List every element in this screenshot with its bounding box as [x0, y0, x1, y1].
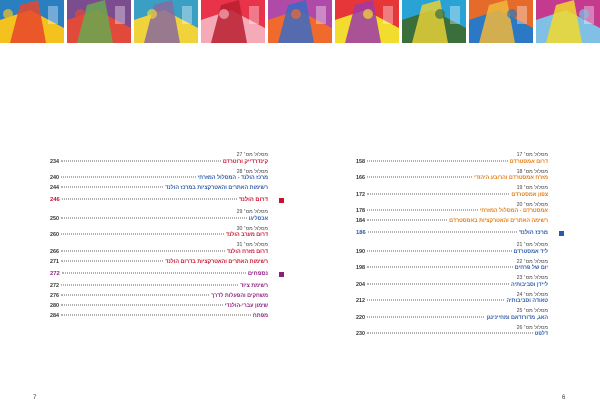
- toc-entry: [50, 226, 268, 240]
- dot-leader: [367, 300, 504, 301]
- entry-title[interactable]: דלפט: [534, 331, 548, 337]
- entry-title[interactable]: דרום הולנד: [238, 197, 268, 203]
- dot-leader: [61, 284, 238, 285]
- entry-title[interactable]: צפון אמסטרדם: [511, 191, 548, 198]
- route-label: מסלול מס׳ 24: [516, 291, 548, 298]
- section-marker: [279, 272, 284, 277]
- banner-tile-8: [469, 0, 533, 43]
- entry-page-number: 158: [356, 158, 365, 165]
- toc-entry: [356, 259, 548, 273]
- entry-title[interactable]: מפתח: [252, 312, 268, 319]
- toc-entry: [50, 293, 268, 300]
- route-label: מסלול מס׳ 22: [516, 258, 548, 265]
- toc-section: [50, 197, 268, 204]
- dot-leader: [368, 232, 517, 233]
- entry-page-number: 272: [50, 270, 60, 277]
- toc-entry: [356, 185, 548, 199]
- entry-title[interactable]: מרכז הולנד - המסלול המזרחי: [197, 175, 268, 181]
- dot-leader: [367, 267, 513, 268]
- dot-leader: [61, 160, 221, 161]
- entry-page-number: 250: [50, 215, 59, 222]
- dot-leader: [61, 217, 247, 218]
- route-label: מסלול מס׳ 17: [516, 152, 548, 158]
- entry-title[interactable]: טאודה וסביבותיה: [506, 298, 548, 304]
- route-label: מסלול מס׳ 23: [516, 275, 548, 281]
- entry-page-number: 244: [50, 185, 59, 191]
- entry-title[interactable]: דרום מערב הולנד: [225, 232, 268, 238]
- entry-title[interactable]: דרום אמסטרדם: [509, 158, 548, 165]
- toc-right-column: [356, 152, 548, 341]
- banner-tile-7: [402, 0, 466, 43]
- entry-page-number: 178: [356, 208, 365, 214]
- toc-entry: [356, 325, 548, 339]
- route-label: מסלול מס׳ 27: [236, 152, 268, 158]
- dot-leader: [367, 160, 508, 161]
- entry-page-number: 230: [356, 331, 365, 337]
- banner-tile-4: [201, 0, 265, 43]
- route-label: מסלול מס׳ 21: [516, 242, 548, 248]
- dot-leader: [61, 260, 163, 261]
- entry-page-number: 198: [356, 265, 365, 271]
- entry-page-number: 234: [50, 158, 59, 165]
- banner-tile-6: [335, 0, 399, 43]
- dot-leader: [367, 177, 472, 178]
- route-label: מסלול מס׳ 30: [236, 225, 268, 232]
- dot-leader: [61, 177, 196, 178]
- banner-tile-2: [67, 0, 131, 43]
- toc-entry: [356, 152, 548, 166]
- dot-leader: [61, 294, 209, 295]
- route-label: מסלול מס׳ 28: [236, 168, 268, 175]
- entry-title[interactable]: יום של פרחים: [514, 265, 548, 271]
- entry-title[interactable]: נספחים: [247, 270, 268, 277]
- toc-entry: [50, 209, 268, 223]
- dot-leader: [367, 283, 509, 284]
- toc-entry: [356, 202, 548, 216]
- dot-leader: [367, 333, 533, 334]
- section-marker: [559, 231, 564, 236]
- entry-page-number: 220: [356, 314, 365, 321]
- entry-title[interactable]: מרכז הולנד: [518, 230, 548, 236]
- toc-entry: [50, 283, 268, 290]
- route-label: מסלול מס׳ 26: [516, 324, 548, 331]
- banner-tile-3: [134, 0, 198, 43]
- toc-entry: [50, 185, 268, 192]
- dot-leader: [62, 272, 246, 273]
- route-label: מסלול מס׳ 25: [516, 308, 548, 314]
- toc-entry: [356, 308, 548, 322]
- entry-page-number: 272: [50, 282, 59, 289]
- entry-title[interactable]: אכסליגו: [248, 215, 268, 222]
- dot-leader: [61, 304, 223, 305]
- entry-page-number: 184: [356, 218, 365, 224]
- dot-leader: [367, 210, 478, 211]
- toc-entry: [356, 169, 548, 183]
- entry-page-number: 276: [50, 292, 59, 299]
- toc-entry: [50, 152, 268, 166]
- page-number-left: 7: [33, 395, 37, 401]
- toc-entry: [356, 292, 548, 306]
- entry-title[interactable]: דרום מזרח הולנד: [226, 248, 268, 255]
- section-marker: [279, 198, 284, 203]
- entry-page-number: 271: [50, 258, 59, 265]
- toc-entry: [50, 169, 268, 183]
- dot-leader: [61, 187, 163, 188]
- entry-title[interactable]: קינדרדייק ורוטרדם: [222, 158, 268, 165]
- page-number-right: 6: [562, 395, 566, 401]
- entry-page-number: 212: [356, 298, 365, 304]
- entry-page-number: 246: [50, 197, 60, 203]
- entry-page-number: 172: [356, 191, 365, 198]
- entry-page-number: 166: [356, 175, 365, 181]
- entry-title[interactable]: רשימות האתרים והאטרקציות במרכז הולנד: [165, 185, 268, 191]
- entry-title[interactable]: ליידן וסביבותיה: [510, 281, 548, 288]
- toc-entry: [356, 218, 548, 225]
- toc-entry: [50, 313, 268, 320]
- banner-tile-5: [268, 0, 332, 43]
- dot-leader: [61, 250, 225, 251]
- entry-page-number: 190: [356, 248, 365, 255]
- dot-leader: [367, 316, 484, 317]
- entry-title[interactable]: רשימה האתרים והאטרקציות באמסטרדם: [449, 218, 548, 224]
- entry-page-number: 260: [50, 232, 59, 238]
- entry-page-number: 240: [50, 175, 59, 181]
- entry-title[interactable]: משחקים והפעלות לדרך: [211, 292, 268, 299]
- toc-entry: [356, 242, 548, 256]
- toc-entry: [50, 259, 268, 266]
- entry-page-number: 186: [356, 230, 366, 236]
- dot-leader: [367, 220, 447, 221]
- entry-title[interactable]: האג, מדורודאם ומחיינינגן: [486, 314, 548, 321]
- entry-page-number: 280: [50, 302, 59, 309]
- entry-page-number: 266: [50, 248, 59, 255]
- toc-section: [356, 230, 548, 237]
- entry-page-number: 204: [356, 281, 365, 288]
- banner-tile-1: [0, 0, 64, 43]
- toc-entry: [50, 303, 268, 310]
- entry-title[interactable]: שימון עברי-הולנדי: [224, 302, 268, 309]
- banner-tile-9: [536, 0, 600, 43]
- route-label: מסלול מס׳ 19: [516, 185, 548, 191]
- entry-title[interactable]: מזרח אמסטרדם והרובע היהודי: [474, 175, 548, 181]
- toc-left-column: [50, 152, 268, 323]
- dot-leader: [367, 193, 509, 194]
- route-label: מסלול מס׳ 29: [236, 209, 268, 215]
- entry-title[interactable]: רשימות האתרים והאטרקציות בדרום הולנד: [165, 258, 268, 265]
- dot-leader: [367, 250, 512, 251]
- toc-section: [50, 271, 268, 278]
- entry-title[interactable]: אמסטרדם - המסלול המזרחי: [479, 208, 548, 214]
- banner: [0, 0, 600, 43]
- dot-leader: [61, 234, 224, 235]
- toc-entry: [356, 275, 548, 289]
- entry-page-number: 284: [50, 312, 59, 319]
- route-label: מסלול מס׳ 18: [516, 168, 548, 175]
- dot-leader: [62, 199, 237, 200]
- entry-title[interactable]: רשימת ציוד: [240, 282, 268, 289]
- entry-title[interactable]: ליד אמסטרדם: [513, 248, 548, 255]
- route-label: מסלול מס׳ 31: [236, 242, 268, 248]
- route-label: מסלול מס׳ 20: [516, 201, 548, 208]
- toc-entry: [50, 242, 268, 256]
- dot-leader: [61, 314, 251, 315]
